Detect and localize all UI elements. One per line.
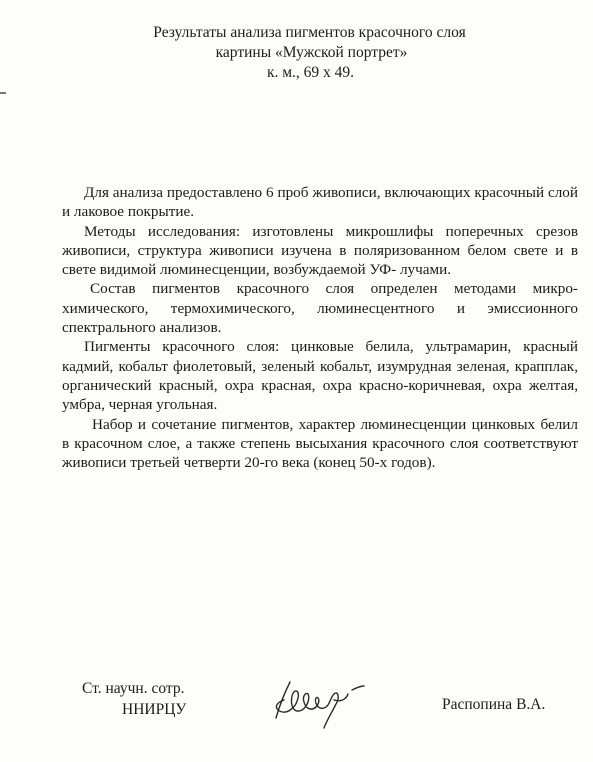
document-body xyxy=(62,183,578,472)
title-line-2: картины «Мужской портрет» xyxy=(215,44,408,61)
scan-edge-mark xyxy=(0,92,6,94)
title-line-1: Результаты анализа пигментов красочного слоя xyxy=(153,24,466,41)
paragraph-samples: Для анализа предоставлено 6 проб живописи, включающих красочный слой и лаковое покрытие. xyxy=(62,184,578,221)
paragraph-methods: Методы исследования: изготовлены микрошлифы поперечных срезов живописи, структура живописи изучена в поляризованном белом свете и в свете видимой люминесценции, возбуждаемой УФ- лучами. xyxy=(62,222,578,279)
signatory-position: Ст. научн. сотр. xyxy=(82,680,185,697)
signatory-position-block xyxy=(82,678,186,720)
signatory-organization: НHИРЦУ xyxy=(122,701,187,718)
document-title xyxy=(0,23,593,83)
handwritten-signature xyxy=(268,674,378,730)
paragraph-pigments: Пигменты красочного слоя: цинковые белила, ультрамарин, красный кадмий, кобальт фиолетовый, зеленый кобальт, изумрудная зеленая, крапплак, органический красный, охра красная, охра красно-коричневая, охра желтая, умбра, черная угольная. xyxy=(62,338,578,414)
paragraph-conclusion: Набор и сочетание пигментов, характер люминесценции цинковых белил в красочном слое, а также степень высыхания красочного слоя соответствуют живописи третьей четверти 20-го века (конец 50-х годов). xyxy=(62,415,578,472)
signatory-name: Распопина В.А. xyxy=(442,696,546,713)
title-line-3: к. м., 69 х 49. xyxy=(266,64,355,81)
paragraph-composition: Состав пигментов красочного слоя определен методами микро-химического, термохимического, люминесцентного и эмиссионного спектрального анализов. xyxy=(62,280,578,337)
